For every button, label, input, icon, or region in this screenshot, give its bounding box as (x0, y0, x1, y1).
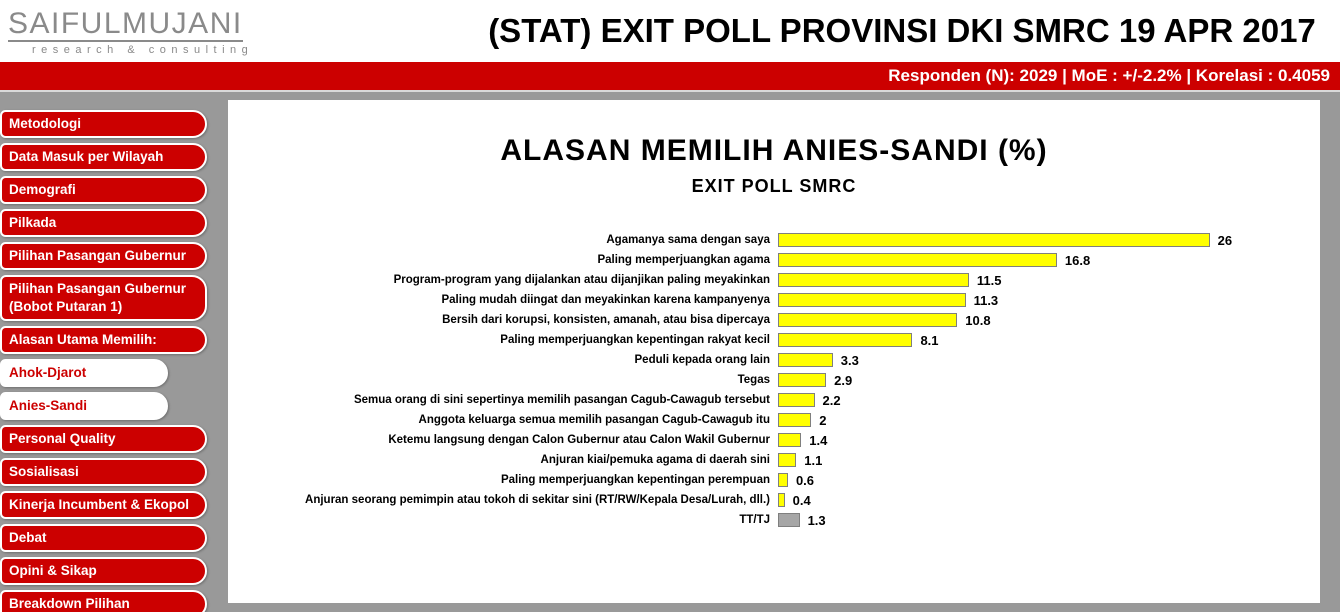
bar (778, 493, 785, 507)
bar (778, 253, 1057, 267)
bar-value: 11.5 (976, 272, 1002, 288)
bar-label: Program-program yang dijalankan atau dijanjikan paling meyakinkan (393, 274, 770, 286)
chart-row (228, 450, 1320, 470)
chart-row (228, 350, 1320, 370)
bar (778, 393, 815, 407)
logo (0, 6, 470, 57)
bar-value: 1.1 (804, 452, 823, 468)
bar-label: Paling memperjuangkan kepentingan rakyat kecil (500, 334, 770, 346)
bar-label: Anggota keluarga semua memilih pasangan Cagub-Cawagub itu (418, 414, 770, 426)
bar-label: Bersih dari korupsi, konsisten, amanah, atau bisa dipercaya (442, 314, 770, 326)
sidebar-item-pilihan-pasangan-gubernur[interactable]: Pilihan Pasangan Gubernur (0, 242, 207, 270)
bar (778, 413, 811, 427)
sidebar-item-demografi[interactable]: Demografi (0, 176, 207, 204)
chart-subtitle: EXIT POLL SMRC (691, 176, 857, 196)
page-title: (STAT) EXIT POLL PROVINSI DKI SMRC 19 APR 2017 (488, 12, 1316, 49)
chart-row (228, 470, 1320, 490)
sidebar-item-opini-sikap[interactable]: Opini & Sikap (0, 557, 207, 585)
bar (778, 473, 788, 487)
bar-label: TT/TJ (739, 514, 770, 526)
bar-value: 2.2 (822, 392, 841, 408)
bar-value: 0.6 (795, 472, 815, 488)
bar-value: 3.3 (840, 352, 859, 368)
bar (778, 333, 912, 347)
bar-label: Paling memperjuangkan kepentingan perempuan (500, 474, 770, 486)
logo-name: SAIFULMUJANI (8, 8, 243, 43)
chart-row (228, 230, 1320, 250)
stats-text: Responden (N): 2029 | MoE : +/-2.2% | Korelasi : 0.4059 (888, 66, 1330, 85)
chart-row (228, 430, 1320, 450)
chart-panel (228, 100, 1320, 603)
chart-row (228, 270, 1320, 290)
bar-value: 10.8 (965, 312, 991, 328)
bar-label: Paling mudah diingat dan meyakinkan karena kampanyenya (441, 294, 770, 306)
chart-title: ALASAN MEMILIH ANIES-SANDI (%) (500, 134, 1048, 167)
bar-label: Agamanya sama dengan saya (606, 234, 770, 246)
stats-bar (0, 62, 1340, 92)
bar-value: 1.4 (809, 432, 828, 448)
sidebar-item-pilihan-pasangan-gubernur-bobot-putaran-1[interactable]: Pilihan Pasangan Gubernur (Bobot Putaran 1) (0, 275, 207, 321)
chart-row (228, 370, 1320, 390)
bar (778, 513, 800, 527)
bar (778, 273, 969, 287)
chart (228, 230, 1320, 530)
logo-tagline: research & consulting (32, 44, 254, 57)
sidebar-item-kinerja-incumbent-ekopol[interactable]: Kinerja Incumbent & Ekopol (0, 491, 207, 519)
bar-label: Anjuran seorang pemimpin atau tokoh di sekitar sini (RT/RW/Kepala Desa/Lurah, dll.) (305, 494, 770, 506)
bar-value: 8.1 (920, 332, 939, 348)
chart-row (228, 410, 1320, 430)
chart-row (228, 250, 1320, 270)
bar (778, 293, 966, 307)
bar-value: 0.4 (792, 492, 811, 508)
sidebar-item-pilkada[interactable]: Pilkada (0, 209, 207, 237)
sidebar-item-anies-sandi[interactable]: Anies-Sandi (0, 392, 168, 420)
bar (778, 373, 826, 387)
bar-label: Semua orang di sini sepertinya memilih pasangan Cagub-Cawagub tersebut (353, 394, 770, 406)
chart-row (228, 390, 1320, 410)
header (0, 0, 1340, 62)
bar (778, 453, 796, 467)
sidebar-item-debat[interactable]: Debat (0, 524, 207, 552)
bar (778, 313, 957, 327)
sidebar (0, 92, 228, 612)
bar-label: Paling memperjuangkan agama (597, 254, 770, 266)
bar-label: Peduli kepada orang lain (634, 354, 770, 366)
bar-value: 1.3 (807, 512, 826, 528)
bar (778, 433, 801, 447)
chart-row (228, 510, 1320, 530)
chart-row (228, 330, 1320, 350)
bar-label: Tegas (737, 374, 770, 386)
chart-row (228, 490, 1320, 510)
chart-row (228, 310, 1320, 330)
chart-row (228, 290, 1320, 310)
sidebar-item-ahok-djarot[interactable]: Ahok-Djarot (0, 359, 168, 387)
bar-label: Anjuran kiai/pemuka agama di daerah sini (540, 454, 770, 466)
bar-value: 2.9 (834, 372, 853, 388)
sidebar-item-metodologi[interactable]: Metodologi (0, 110, 207, 138)
bar-label: Ketemu langsung dengan Calon Gubernur atau Calon Wakil Gubernur (388, 434, 770, 446)
sidebar-item-personal-quality[interactable]: Personal Quality (0, 425, 207, 453)
sidebar-item-data-masuk-per-wilayah[interactable]: Data Masuk per Wilayah (0, 143, 207, 171)
sidebar-item-breakdown-pilihan[interactable]: Breakdown Pilihan (0, 590, 207, 612)
bar-value: 11.3 (973, 292, 999, 308)
bar (778, 233, 1210, 247)
sidebar-item-sosialisasi[interactable]: Sosialisasi (0, 458, 207, 486)
bar (778, 353, 833, 367)
sidebar-item-alasan-utama-memilih[interactable]: Alasan Utama Memilih: (0, 326, 207, 354)
bar-value: 2 (819, 412, 827, 428)
bar-value: 16.8 (1064, 252, 1091, 268)
bar-value: 26 (1217, 232, 1233, 248)
